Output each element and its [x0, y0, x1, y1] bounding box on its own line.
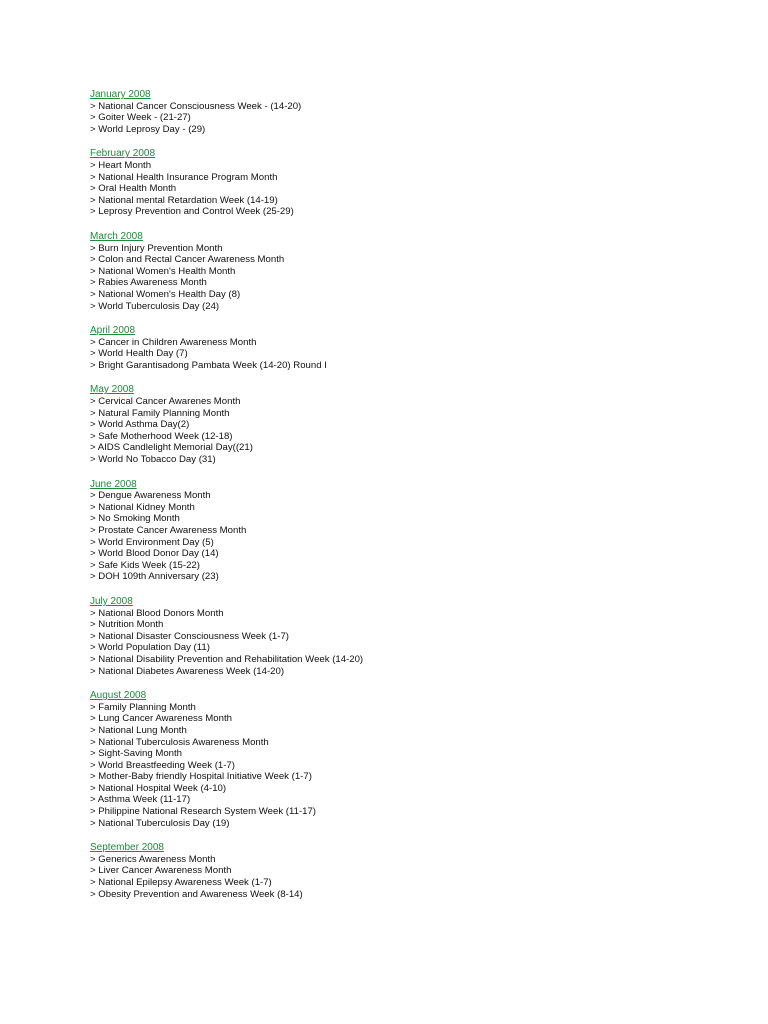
observance-item: > National Disaster Consciousness Week (1-7)	[90, 630, 289, 642]
observance-item: > World Tuberculosis Day (24)	[90, 300, 220, 312]
observance-item: > Lung Cancer Awareness Month	[90, 713, 232, 725]
observance-item: > National Blood Donors Month	[90, 607, 224, 619]
observance-item: > Oral Health Month	[90, 183, 177, 195]
observance-item: > Goiter Week - (21-27)	[90, 112, 191, 124]
observance-item: > National Cancer Consciousness Week - (14-20)	[90, 100, 302, 112]
month-section	[90, 148, 730, 218]
observance-item: > Nutrition Month	[90, 619, 164, 631]
observance-item: > Rabies Awareness Month	[90, 277, 207, 289]
observance-item: > Cancer in Children Awareness Month	[90, 336, 257, 348]
observance-item: > National Women's Health Month	[90, 265, 236, 277]
month-heading-link[interactable]: July 2008	[90, 595, 133, 607]
observance-item: > National Tuberculosis Day (19)	[90, 817, 230, 829]
observance-item: > Colon and Rectal Cancer Awareness Month	[90, 254, 285, 266]
observance-item: > Dengue Awareness Month	[90, 490, 211, 502]
observance-item: > World Asthma Day(2)	[90, 419, 190, 431]
health-calendar	[90, 89, 730, 913]
month-section	[90, 596, 730, 677]
observance-item: > World Population Day (11)	[90, 642, 210, 654]
observance-item: > Natural Family Planning Month	[90, 407, 230, 419]
observance-item: > National Hospital Week (4-10)	[90, 782, 227, 794]
month-section	[90, 479, 730, 583]
observance-item: > World Blood Donor Day (14)	[90, 548, 219, 560]
month-section	[90, 384, 730, 465]
observance-item: > National Lung Month	[90, 724, 187, 736]
observance-item: > Asthma Week (11-17)	[90, 794, 191, 806]
observance-item: > Mother-Baby friendly Hospital Initiative Week (1-7)	[90, 771, 312, 783]
observance-item: > Obesity Prevention and Awareness Week (8-14)	[90, 888, 303, 900]
observance-item: > Generics Awareness Month	[90, 853, 216, 865]
month-heading-link[interactable]: August 2008	[90, 690, 147, 702]
observance-item: > National Kidney Month	[90, 501, 195, 513]
observance-item: > National Tuberculosis Awareness Month	[90, 736, 269, 748]
month-section	[90, 325, 730, 371]
month-section	[90, 842, 730, 900]
month-section	[90, 231, 730, 312]
observance-item: > Leprosy Prevention and Control Week (25-29)	[90, 206, 294, 218]
observance-item: > AIDS Candlelight Memorial Day((21)	[90, 442, 253, 454]
month-heading-link[interactable]: March 2008	[90, 230, 143, 242]
observance-item: > Burn Injury Prevention Month	[90, 242, 223, 254]
observance-item: > World Leprosy Day - (29)	[90, 123, 206, 135]
observance-item: > World Breastfeeding Week (1-7)	[90, 759, 235, 771]
observance-item: > Liver Cancer Awareness Month	[90, 865, 232, 877]
observance-item: > Safe Motherhood Week (12-18)	[90, 430, 233, 442]
observance-item: > World Health Day (7)	[90, 348, 188, 360]
observance-item: > National Women's Health Day (8)	[90, 288, 241, 300]
observance-item: > World No Tobacco Day (31)	[90, 454, 216, 466]
month-heading-link[interactable]: September 2008	[90, 842, 164, 854]
observance-item: > No Smoking Month	[90, 513, 180, 525]
observance-item: > Bright Garantisadong Pambata Week (14-20) Round I	[90, 359, 327, 371]
observance-item: > National Disability Prevention and Rehabilitation Week (14-20)	[90, 653, 364, 665]
observance-item: > National Diabetes Awareness Week (14-20)	[90, 665, 285, 677]
observance-item: > DOH 109th Anniversary (23)	[90, 571, 219, 583]
month-section	[90, 89, 730, 135]
observance-item: > Philippine National Research System Week (11-17)	[90, 806, 317, 818]
observance-item: > National Epilepsy Awareness Week (1-7)	[90, 877, 272, 889]
observance-item: > Prostate Cancer Awareness Month	[90, 525, 247, 536]
observance-item: > Cervical Cancer Awarenes Month	[90, 396, 241, 408]
observance-item: > Sight-Saving Month	[90, 748, 182, 760]
month-heading-link[interactable]: May 2008	[90, 384, 134, 396]
month-heading-link[interactable]: April 2008	[90, 325, 136, 337]
observance-item: > Heart Month	[90, 159, 152, 171]
month-heading-link[interactable]: February 2008	[90, 148, 156, 160]
month-heading-link[interactable]: June 2008	[90, 478, 137, 490]
observance-item: > National mental Retardation Week (14-19)	[90, 194, 278, 206]
month-heading-link[interactable]: January 2008	[90, 89, 151, 100]
observance-item: > World Environment Day (5)	[90, 536, 214, 548]
observance-item: > National Health Insurance Program Month	[90, 171, 278, 183]
month-section	[90, 690, 730, 829]
observance-item: > Safe Kids Week (15-22)	[90, 559, 200, 571]
observance-item: > Family Planning Month	[90, 701, 196, 713]
